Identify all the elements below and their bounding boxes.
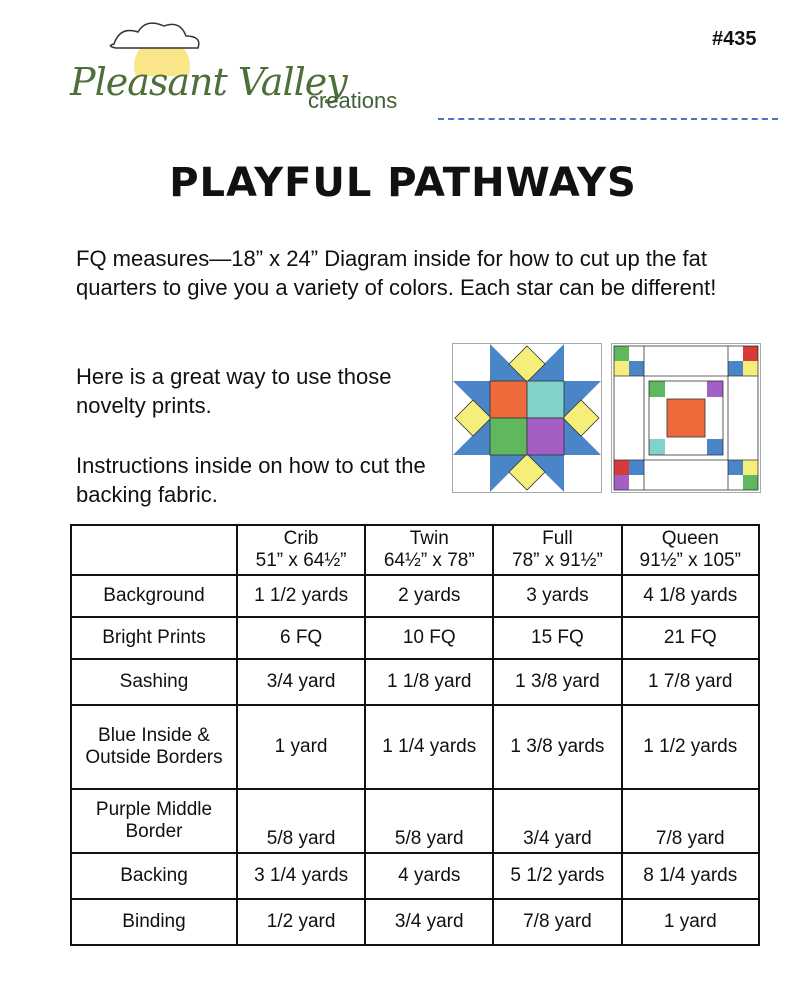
cell: 3/4 yard — [493, 789, 621, 853]
table-row — [71, 789, 759, 853]
col-header: Crib 51” x 64½” — [237, 525, 365, 575]
cell: 1 1/2 yards — [622, 705, 759, 789]
cell: 3 1/4 yards — [237, 853, 365, 899]
cell: 3/4 yard — [365, 899, 493, 945]
cell: 5/8 yard — [365, 789, 493, 853]
row-label: Sashing — [71, 659, 237, 705]
cell: 7/8 yard — [493, 899, 621, 945]
cell: 1/2 yard — [237, 899, 365, 945]
cell: 4 yards — [365, 853, 493, 899]
cell: 3 yards — [493, 575, 621, 617]
brand-logo — [62, 16, 782, 126]
page-title: PLAYFUL PATHWAYS — [169, 160, 637, 206]
row-label: Blue Inside & Outside Borders — [71, 705, 237, 789]
cell: 6 FQ — [237, 617, 365, 659]
cell: 5/8 yard — [237, 789, 365, 853]
table-row — [71, 853, 759, 899]
cell: 1 1/2 yards — [237, 575, 365, 617]
cell: 7/8 yard — [622, 789, 759, 853]
table-row — [71, 659, 759, 705]
table-row — [71, 617, 759, 659]
row-label: Binding — [71, 899, 237, 945]
cell: 1 3/8 yard — [493, 659, 621, 705]
fabric-requirements-table — [70, 524, 760, 946]
table-corner — [71, 525, 237, 575]
brand-script: Pleasant Valley — [70, 60, 347, 104]
brand-underline — [438, 118, 778, 120]
cell: 5 1/2 yards — [493, 853, 621, 899]
brand-tail: creations — [308, 88, 398, 113]
backing-text: Instructions inside on how to cut the backing fabric. — [76, 453, 426, 507]
cell: 1 yard — [622, 899, 759, 945]
cell: 1 1/8 yard — [365, 659, 493, 705]
col-header: Full 78” x 91½” — [493, 525, 621, 575]
cell: 1 yard — [237, 705, 365, 789]
cell: 8 1/4 yards — [622, 853, 759, 899]
pattern-number: #435 — [712, 28, 757, 50]
intro-text: FQ measures—18” x 24” Diagram inside for how to cut up the fat quarters to give you a variety of colors. Each star can be different! — [76, 246, 717, 300]
cell: 10 FQ — [365, 617, 493, 659]
novelty-text: Here is a great way to use those novelty prints. — [76, 364, 392, 418]
col-header: Queen 91½” x 105” — [622, 525, 759, 575]
table-row — [71, 705, 759, 789]
row-label: Bright Prints — [71, 617, 237, 659]
cell: 1 3/8 yards — [493, 705, 621, 789]
star-block-diagram — [452, 343, 602, 493]
row-label: Backing — [71, 853, 237, 899]
table-row — [71, 575, 759, 617]
cell: 15 FQ — [493, 617, 621, 659]
sashing-block-diagram — [611, 343, 761, 493]
cell: 1 7/8 yard — [622, 659, 759, 705]
cell: 1 1/4 yards — [365, 705, 493, 789]
row-label: Background — [71, 575, 237, 617]
table-header-row — [71, 525, 759, 575]
cell: 21 FQ — [622, 617, 759, 659]
row-label: Purple Middle Border — [71, 789, 237, 853]
cell: 3/4 yard — [237, 659, 365, 705]
cell: 4 1/8 yards — [622, 575, 759, 617]
col-header: Twin 64½” x 78” — [365, 525, 493, 575]
cell: 2 yards — [365, 575, 493, 617]
table-row — [71, 899, 759, 945]
